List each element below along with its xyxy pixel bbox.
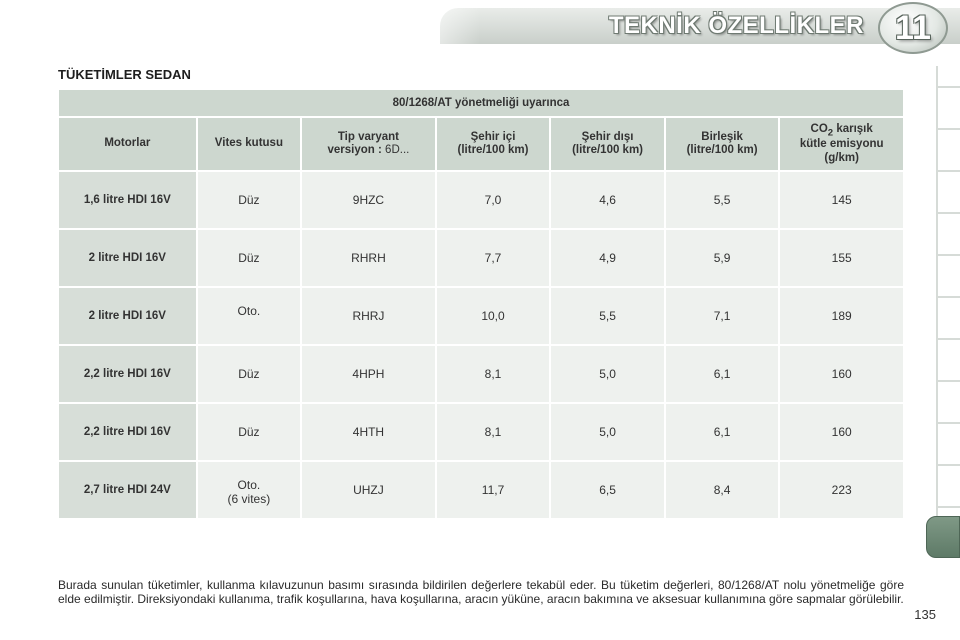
table-row bbox=[59, 346, 903, 402]
variant-header-line2: versiyon : bbox=[327, 144, 382, 156]
urban-cell: 8,1 bbox=[437, 404, 550, 460]
urban-cell: 8,1 bbox=[437, 346, 550, 402]
table-row bbox=[59, 172, 903, 228]
side-tab-tick bbox=[936, 422, 960, 424]
chapter-badge bbox=[878, 2, 948, 54]
column-header-gearbox: Vites kutusu bbox=[198, 118, 300, 170]
co2-header-line1-rest: karışık bbox=[833, 123, 873, 136]
table-row bbox=[59, 288, 903, 344]
co2-cell: 189 bbox=[780, 288, 903, 344]
table-row bbox=[59, 462, 903, 518]
combined-cell: 5,9 bbox=[666, 230, 779, 286]
side-tab-tick bbox=[936, 170, 960, 172]
column-header-variant bbox=[302, 118, 435, 170]
urban-cell: 7,0 bbox=[437, 172, 550, 228]
engine-cell: 2,7 litre HDI 24V bbox=[59, 462, 196, 518]
co2-cell: 145 bbox=[780, 172, 903, 228]
co2-header-prefix: CO bbox=[810, 123, 828, 136]
column-header-combined bbox=[666, 118, 779, 170]
engine-cell: 2,2 litre HDI 16V bbox=[59, 346, 196, 402]
side-tab-tick bbox=[936, 296, 960, 298]
engine-cell: 2 litre HDI 16V bbox=[59, 288, 196, 344]
table-row bbox=[59, 230, 903, 286]
combined-header-line2: (litre/100 km) bbox=[686, 144, 758, 156]
extra-urban-header-line2: (litre/100 km) bbox=[572, 144, 644, 156]
co2-cell: 160 bbox=[780, 346, 903, 402]
variant-cell: 4HPH bbox=[302, 346, 435, 402]
engine-cell: 2,2 litre HDI 16V bbox=[59, 404, 196, 460]
combined-cell: 6,1 bbox=[666, 346, 779, 402]
gearbox-cell-line1: Oto. bbox=[237, 478, 261, 492]
co2-header-subscript: 2 bbox=[827, 127, 834, 139]
variant-cell: 4HTH bbox=[302, 404, 435, 460]
combined-cell: 7,1 bbox=[666, 288, 779, 344]
gearbox-cell: Oto. bbox=[198, 288, 300, 344]
consumption-table bbox=[57, 88, 905, 520]
urban-cell: 7,7 bbox=[437, 230, 550, 286]
side-tab-tick bbox=[936, 128, 960, 130]
gearbox-cell: Düz bbox=[198, 346, 300, 402]
variant-cell: UHZJ bbox=[302, 462, 435, 518]
urban-cell: 11,7 bbox=[437, 462, 550, 518]
page-number: 135 bbox=[914, 607, 936, 622]
co2-cell: 155 bbox=[780, 230, 903, 286]
column-header-extra-urban bbox=[551, 118, 664, 170]
variant-header-line1: Tip varyant bbox=[337, 130, 400, 143]
section-title: TÜKETİMLER SEDAN bbox=[58, 67, 191, 82]
combined-cell: 5,5 bbox=[666, 172, 779, 228]
co2-header-line3: (g/km) bbox=[824, 151, 859, 164]
footnote-text: Burada sunulan tüketimler, kullanma kılavuzunun basımı sırasında bildirilen değerlere tekabül eder. Bu tüketim değerleri, 80/1268/AT nolu yönetmeliğe göre elde edilmiştir. Direksiyondaki kullanıma, trafik koşullarına, hava koşullarına, aracın yüküne, aracın bakımına ve aksesuar kullanımına göre sapmalar görülebilir. bbox=[58, 578, 904, 606]
gearbox-cell-line2: (6 vites) bbox=[227, 492, 271, 507]
urban-header-line1: Şehir içi bbox=[470, 130, 516, 143]
combined-cell: 6,1 bbox=[666, 404, 779, 460]
gearbox-cell: Düz bbox=[198, 404, 300, 460]
combined-header-line1: Birleşik bbox=[701, 130, 743, 143]
side-tab-tick bbox=[936, 254, 960, 256]
co2-cell: 160 bbox=[780, 404, 903, 460]
side-tab-tick bbox=[936, 338, 960, 340]
gearbox-cell: Düz bbox=[198, 172, 300, 228]
side-tab-tick bbox=[936, 86, 960, 88]
extra-urban-cell: 5,0 bbox=[551, 346, 664, 402]
co2-header-line2: kütle emisyonu bbox=[799, 138, 884, 151]
extra-urban-cell: 5,0 bbox=[551, 404, 664, 460]
column-header-co2 bbox=[780, 118, 903, 170]
co2-cell: 223 bbox=[780, 462, 903, 518]
side-chapter-tabs bbox=[926, 66, 960, 536]
side-tab-active[interactable] bbox=[926, 516, 960, 558]
engine-cell: 2 litre HDI 16V bbox=[59, 230, 196, 286]
extra-urban-cell: 5,5 bbox=[551, 288, 664, 344]
variant-header-suffix: 6D... bbox=[385, 144, 410, 156]
page-header bbox=[0, 0, 960, 60]
extra-urban-cell: 4,6 bbox=[551, 172, 664, 228]
variant-cell: 9HZC bbox=[302, 172, 435, 228]
chapter-title: TEKNİK ÖZELLİKLER bbox=[608, 12, 864, 39]
gearbox-cell bbox=[198, 462, 300, 518]
table-row bbox=[59, 404, 903, 460]
side-tab-tick bbox=[936, 380, 960, 382]
extra-urban-cell: 6,5 bbox=[551, 462, 664, 518]
variant-cell: RHRJ bbox=[302, 288, 435, 344]
urban-cell: 10,0 bbox=[437, 288, 550, 344]
combined-cell: 8,4 bbox=[666, 462, 779, 518]
regulation-header: 80/1268/AT yönetmeliği uyarınca bbox=[59, 90, 903, 116]
side-tab-tick bbox=[936, 464, 960, 466]
column-header-engine: Motorlar bbox=[59, 118, 196, 170]
variant-cell: RHRH bbox=[302, 230, 435, 286]
urban-header-line2: (litre/100 km) bbox=[457, 144, 529, 156]
engine-cell: 1,6 litre HDI 16V bbox=[59, 172, 196, 228]
column-header-urban bbox=[437, 118, 550, 170]
extra-urban-cell: 4,9 bbox=[551, 230, 664, 286]
extra-urban-header-line1: Şehir dışı bbox=[581, 130, 634, 143]
chapter-number: 11 bbox=[895, 8, 931, 47]
gearbox-cell: Düz bbox=[198, 230, 300, 286]
side-tab-tick bbox=[936, 506, 960, 508]
side-tab-tick bbox=[936, 212, 960, 214]
